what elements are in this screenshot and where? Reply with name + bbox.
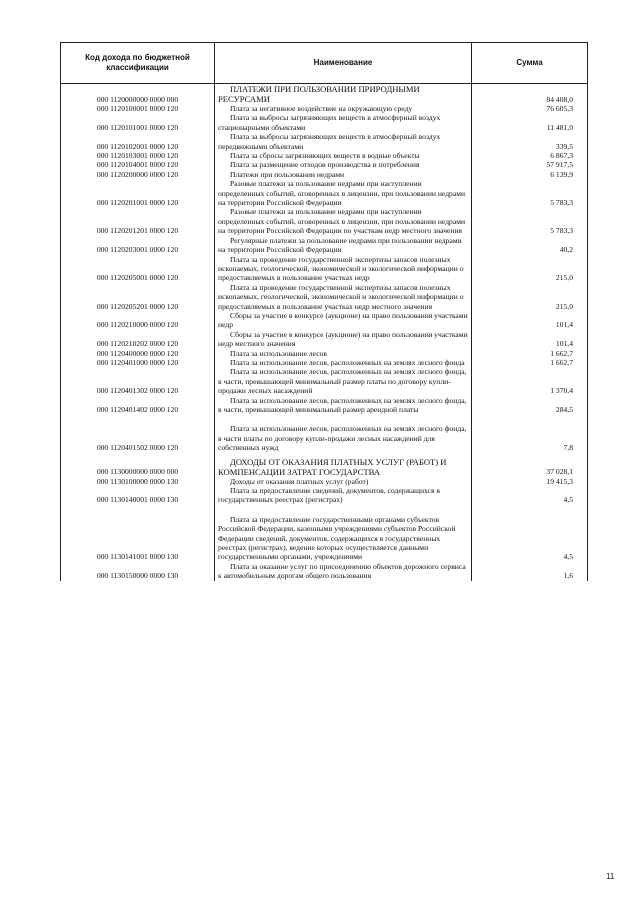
row-sum: 7,8 [472,414,588,452]
row-sum: 101,4 [472,330,588,349]
row-sum: 4,5 [472,486,588,505]
row-sum: 4,5 [472,505,588,562]
row-name: Разовые платежи за пользование недрами при наступлении определенных событий, оговоренных в лицензии, при пользовании недрами на территории Российской Федерации по участкам недр местного значения [215,207,472,235]
row-code: 000 1120000000 0000 000 [61,84,215,105]
table-row [61,104,588,113]
row-code: 000 1120103001 0000 120 [61,151,215,160]
row-code: 000 1120401000 0000 120 [61,358,215,367]
row-code: 000 1120100001 0000 120 [61,104,215,113]
row-name: Плата за использование лесов, расположенных на землях лесного фонда [215,358,472,367]
row-name: Плата за проведение государственной экспертизы запасов полезных ископаемых, геологической, экономической и экологической информации о предоставляемых в пользование участках недр [215,255,472,283]
row-sum: 84 408,0 [472,84,588,105]
row-name: Плата за использование лесов [215,349,472,358]
row-sum: 215,0 [472,255,588,283]
row-sum: 284,5 [472,396,588,415]
row-name: Плата за использование лесов, расположенных на землях лесного фонда, в части платы по договору купли-продажи лесных насаждений для собственных нужд [215,414,472,452]
table-row [61,170,588,179]
row-sum: 6 139,9 [472,170,588,179]
row-sum: 11 481,0 [472,113,588,132]
row-code: 000 1120201001 0000 120 [61,179,215,207]
table-row [61,477,588,486]
table-row [61,311,588,330]
row-name: Плата за размещение отходов производства и потребления [215,160,472,169]
table-row [61,396,588,415]
row-name: Сборы за участие в конкурсе (аукционе) на право пользования участками недр [215,311,472,330]
table-row [61,132,588,151]
row-name: Плата за проведение государственной экспертизы запасов полезных ископаемых, геологической, экономической и экологической информации о предоставляемых в пользование участках недр местного значения [215,283,472,311]
table-row [61,113,588,132]
row-code: 000 1120104001 0000 120 [61,160,215,169]
row-sum: 57 917,5 [472,160,588,169]
row-sum: 76 605,3 [472,104,588,113]
row-code: 000 1130000000 0000 000 [61,453,215,477]
row-code: 000 1120205001 0000 120 [61,255,215,283]
row-name: ДОХОДЫ ОТ ОКАЗАНИЯ ПЛАТНЫХ УСЛУГ (РАБОТ) И КОМПЕНСАЦИИ ЗАТРАТ ГОСУДАРСТВА [215,453,472,477]
row-sum: 6 867,3 [472,151,588,160]
budget-revenue-table-page [60,42,587,581]
table-row [61,160,588,169]
row-code: 000 1120400000 0000 120 [61,349,215,358]
row-code: 000 1120210202 0000 120 [61,330,215,349]
row-code: 000 1120210000 0000 120 [61,311,215,330]
row-name: Доходы от оказания платных услуг (работ) [215,477,472,486]
row-name: Плата за выбросы загрязняющих веществ в атмосферный воздух стационарными объектами [215,113,472,132]
table-row [61,486,588,505]
row-code: 000 1130100000 0000 130 [61,477,215,486]
row-code: 000 1120401402 0000 120 [61,396,215,415]
row-sum: 1,6 [472,562,588,581]
row-sum: 1 662,7 [472,358,588,367]
table-row [61,283,588,311]
row-name: Плата за предоставление сведений, документов, содержащихся в государственных реестрах (регистрах) [215,486,472,505]
row-code: 000 1120101001 0000 120 [61,113,215,132]
row-code: 000 1120102001 0000 120 [61,132,215,151]
page-number: 11 [606,872,615,881]
table-row [61,562,588,581]
row-name: ПЛАТЕЖИ ПРИ ПОЛЬЗОВАНИИ ПРИРОДНЫМИ РЕСУРСАМИ [215,84,472,105]
row-name: Платежи при пользовании недрами [215,170,472,179]
table-header-row [61,43,588,84]
row-code: 000 1130140001 0000 130 [61,486,215,505]
row-code: 000 1120203001 0000 120 [61,236,215,255]
row-code: 000 1120401302 0000 120 [61,367,215,395]
row-code: 000 1130150000 0000 130 [61,562,215,581]
table-row [61,84,588,105]
row-sum: 5 783,3 [472,179,588,207]
row-sum: 19 415,3 [472,477,588,486]
row-code: 000 1130141001 0000 130 [61,505,215,562]
row-name: Плата за негативное воздействие на окружающую среду [215,104,472,113]
row-name: Плата за предоставление государственными органами субъектов Российской Федерации, казенными учреждениями субъектов Российской Федерации сведений, документов, содержащихся в государственных реестрах (регистрах), ведение которых осуществляется данными государственными органами, учреждениями [215,505,472,562]
row-sum: 40,2 [472,236,588,255]
row-name: Сборы за участие в конкурсе (аукционе) на право пользования участками недр местного значения [215,330,472,349]
table-row [61,349,588,358]
row-name: Регулярные платежи за пользование недрами при пользовании недрами на территории Российской Федерации [215,236,472,255]
table-row [61,505,588,562]
row-sum: 101,4 [472,311,588,330]
header-name: Наименование [215,43,472,84]
row-name: Плата за использование лесов, расположенных на землях лесного фонда, в части, превышающей минимальный размер арендной платы [215,396,472,415]
row-code: 000 1120200000 0000 120 [61,170,215,179]
table-row [61,453,588,477]
row-sum: 5 783,3 [472,207,588,235]
table-row [61,367,588,395]
row-code: 000 1120201201 0000 120 [61,207,215,235]
table-row [61,151,588,160]
row-sum: 1 662,7 [472,349,588,358]
header-sum: Сумма [472,43,588,84]
table-row [61,236,588,255]
table-row [61,358,588,367]
row-name: Разовые платежи за пользование недрами при наступлении определенных событий, оговоренных в лицензии, при пользовании недрами на территории Российской Федерации [215,179,472,207]
row-code: 000 1120205201 0000 120 [61,283,215,311]
table-row [61,255,588,283]
header-code: Код дохода по бюджетной классификации [61,43,215,84]
table-row [61,179,588,207]
row-name: Плата за выбросы загрязняющих веществ в атмосферный воздух передвижными объектами [215,132,472,151]
row-sum: 215,0 [472,283,588,311]
row-name: Плата за оказание услуг по присоединению объектов дорожного сервиса к автомобильным дорогам общего пользования [215,562,472,581]
row-name: Плата за использование лесов, расположенных на землях лесного фонда, в части, превышающей минимальный размер платы по договору купли-продажи лесных насаждений [215,367,472,395]
revenue-table [60,42,588,581]
row-name: Плата за сбросы загрязняющих веществ в водные объекты [215,151,472,160]
table-body [61,84,588,581]
row-sum: 37 028,1 [472,453,588,477]
table-row [61,414,588,452]
table-row [61,330,588,349]
row-sum: 1 370,4 [472,367,588,395]
row-code: 000 1120401502 0000 120 [61,414,215,452]
table-row [61,207,588,235]
row-sum: 339,5 [472,132,588,151]
